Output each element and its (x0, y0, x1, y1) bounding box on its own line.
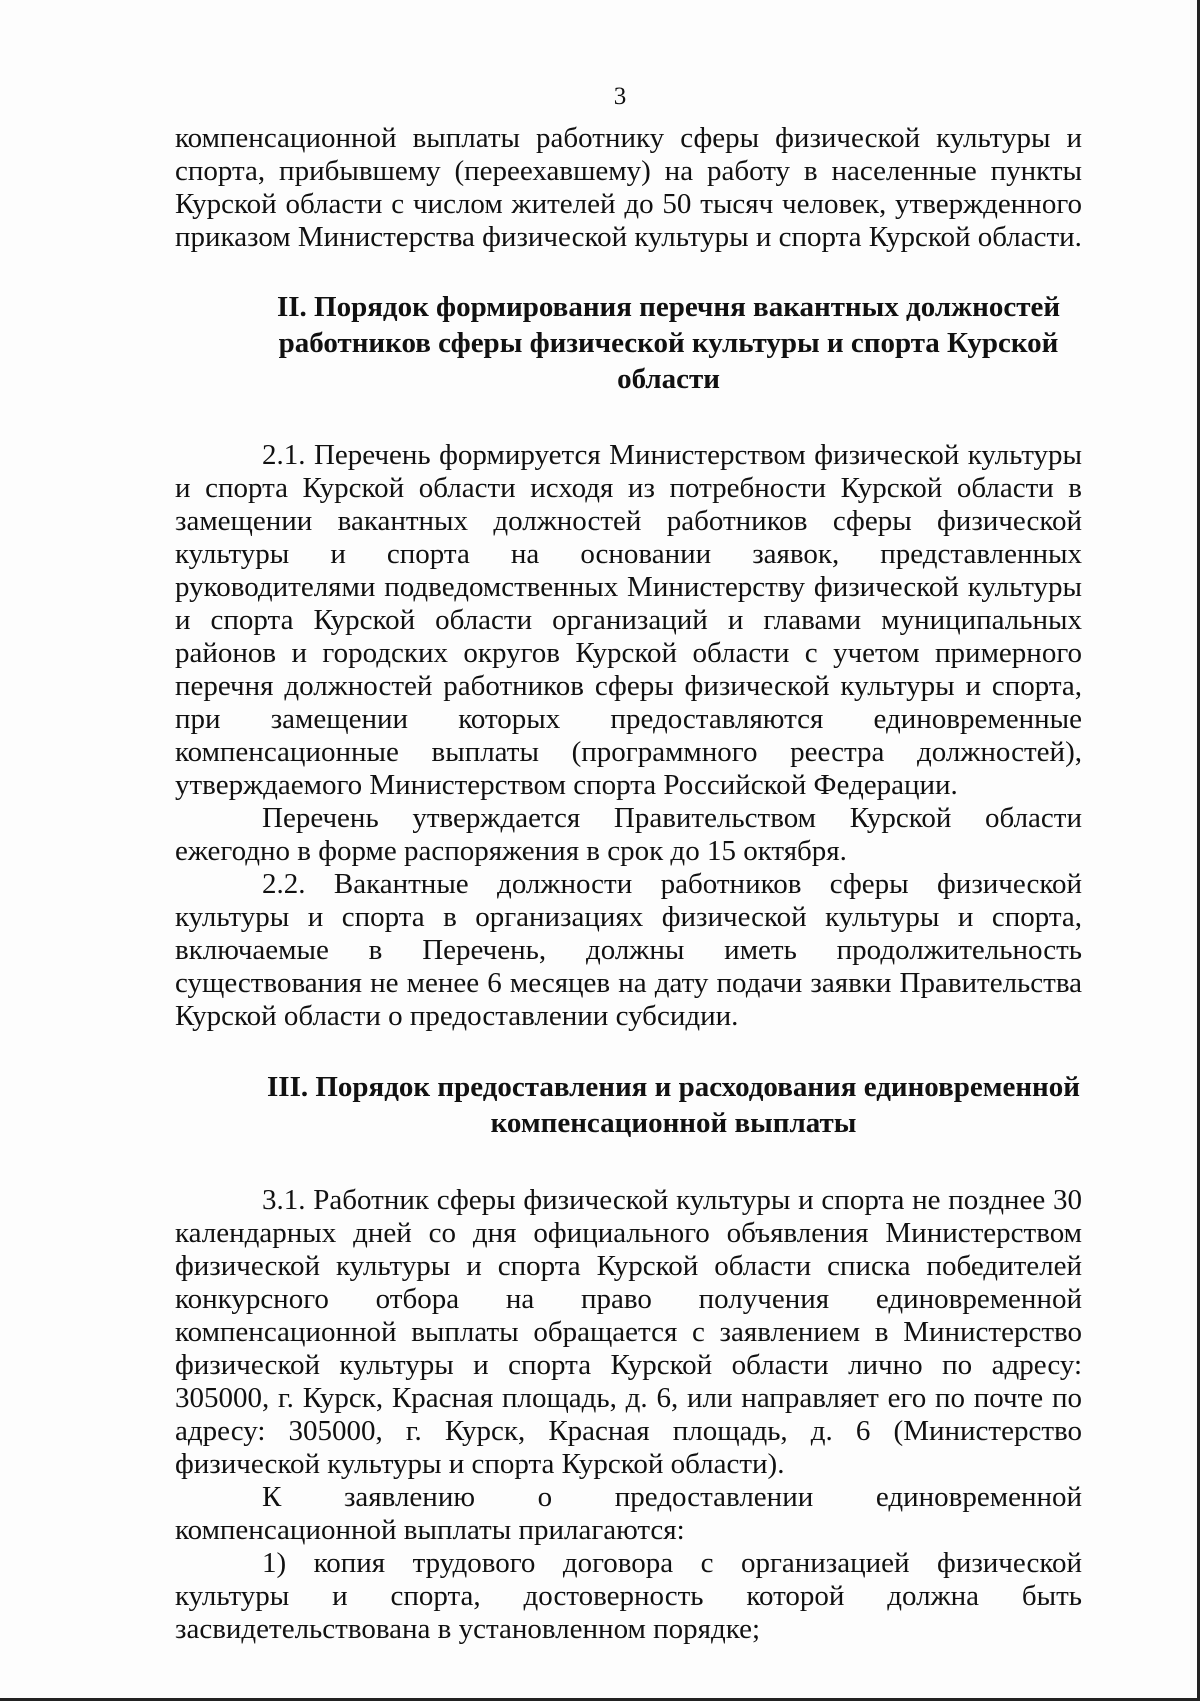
page-number: 3 (613, 83, 627, 110)
paragraph-2-2: 2.2. Вакантные должности работников сферы физической культуры и спорта в организациях физической культуры и спорта, включаемые в Перечень, должны иметь продолжительность существования не менее 6 месяцев на дату подачи заявки Правительства Курской области о предоставлении субсидии. (175, 868, 1082, 1032)
section-3-heading: III. Порядок предоставления и расходования единовременной компенсационной выплаты (267, 1071, 1080, 1139)
list-item-1: 1) копия трудового договора с организацией физической культуры и спорта, достоверность которой должна быть засвидетельствована в установленном порядке; (175, 1547, 1082, 1645)
paragraph-2-1-approval: Перечень утверждается Правительством Курской области ежегодно в форме распоряжения в срок до 15 октября. (175, 802, 1082, 867)
paragraph-2-1: 2.1. Перечень формируется Министерством физической культуры и спорта Курской области исходя из потребности Курской области в замещении вакантных должностей работников сферы физической культуры и спорта на основании заявок, представленных руководителями подведомственных Министерству физической культуры и спорта Курской области организаций и главами муниципальных районов и городских округов Курской области с учетом примерного перечня должностей работников сферы физической культуры и спорта, при замещении которых предоставляются единовременные компенсационные выплаты (программного реестра должностей), утверждаемого Министерством спорта Российской Федерации. (175, 439, 1082, 801)
paragraph-3-1: 3.1. Работник сферы физической культуры и спорта не позднее 30 календарных дней со дня официального объявления Министерством физической культуры и спорта Курской области списка победителей конкурсного отбора на право получения единовременной компенсационной выплаты обращается с заявлением в Министерство физической культуры и спорта Курской области лично по адресу: 305000, г. Курск, Красная площадь, д. 6, или направляет его по почте по адресу: 305000, г. Курск, Красная площадь, д. 6 (Министерство физической культуры и спорта Курской области). (175, 1184, 1082, 1480)
intro-paragraph: компенсационной выплаты работнику сферы физической культуры и спорта, прибывшему (переехавшему) на работу в населенные пункты Курской области с числом жителей до 50 тысяч человек, утвержденного приказом Министерства физической культуры и спорта Курской области. (175, 122, 1082, 253)
paragraph-3-1-attachments: К заявлению о предоставлении единовременной компенсационной выплаты прилагаются: (175, 1481, 1082, 1546)
document-body (175, 122, 1082, 1646)
section-2-heading: II. Порядок формирования перечня вакантных должностей работников сферы физической культуры и спорта Курской области (276, 291, 1061, 395)
